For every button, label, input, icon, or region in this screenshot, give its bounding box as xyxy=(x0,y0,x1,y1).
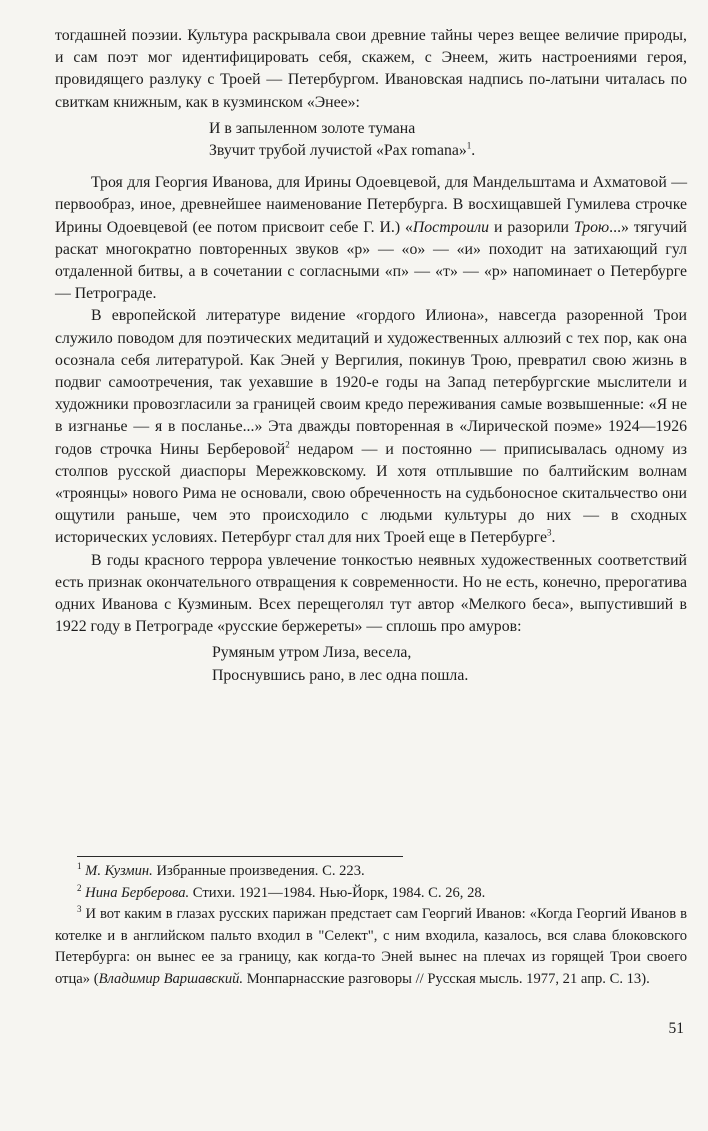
verse-quote-1 xyxy=(55,118,687,162)
page-number: 51 xyxy=(668,1020,684,1037)
main-text xyxy=(55,25,687,697)
verse-quote-2 xyxy=(55,642,687,686)
footnote-1: $^1$ М. Кузмин. Избранные произведения. С. 223. xyxy=(77,861,365,879)
footnote-ref: 1 xyxy=(466,140,472,151)
paragraph-2: Троя для Георгия Иванова, для Ирины Одоевцевой, для Мандельштама и Ахматовой — первообраз, иное, древнейшее наименование Петербурга. В восхищавшей Гумилева строчке Ирины Одоевцевой (ее потом присвоит себе Г. И.) «Построили и разорили Трою...» тягучий раскат многократно повторенных звуков «р» — «о» — «и» походит на затихающий гул отдаленной битвы, а в сочетании с согласными «п» — «т» — «р» напоминает о Петербурге — Петрограде. xyxy=(55,174,687,303)
footnote-3: $^3$ И вот каким в глазах русских парижан предстает сам Георгий Иванов: «Когда Георгий Иванов в котелке и в английском пальто входил в "Селект", с ним входила, казалось, вся слава блоковского Петербурга: он вынес ее за границу, как когда-то Эней вынес на плечах из горящей Трои своего отца» (Владимир Варшавский. Монпарнасские разговоры // Русская мысль. 1977, 21 апр. С. 13). xyxy=(55,904,687,987)
paragraph-4: В годы красного террора увлечение тонкостью неявных художественных соответствий есть признак окончательного отвращения к современности. Но не есть, конечно, прерогатива одних Иванова с Кузминым. Всех перещеголял тут автор «Мелкого беса», выпустивший в 1922 году в Петрограде «русские бержереты» — сплошь про амуров: xyxy=(55,551,687,636)
verse-line: Звучит трубой лучистой «Pax romana»$^1$. xyxy=(209,140,476,160)
verse-line: И в запыленном золоте тумана xyxy=(209,119,416,137)
footnote-ref: 3 xyxy=(547,528,552,539)
footnote-ref: 2 xyxy=(285,439,290,450)
footnote-2: $^2$ Нина Берберова. Стихи. 1921—1984. Нью-Йорк, 1984. С. 26, 28. xyxy=(77,882,486,901)
verse-line: Проснувшись рано, в лес одна пошла. xyxy=(212,666,469,684)
footnotes xyxy=(55,856,687,991)
footnote-divider xyxy=(77,856,403,857)
paragraph-1: тогдашней поэзии. Культура раскрывала свои древние тайны через вещее величие природы, и сам поэт мог идентифицировать себя, скажем, с Энеем, жить настроениями героя, провидящего разлуку с Троей — Петербургом. Ивановская надпись по-латыни читалась по свиткам книжным, как в кузминском «Энее»: xyxy=(55,27,687,111)
paragraph-3: В европейской литературе видение «гордого Илиона», навсегда разоренной Трои служило поводом для поэтических медитаций и художественных аллюзий с тех пор, как она осознала себя литературой. Как Эней у Вергилия, покинув Трою, превратил свою жизнь в подвиг самоотречения, так уехавшие в 1920-е годы на Запад петербургские мыслители и художники провозгласили за границей своим кредо переживания самые возвышенные: «Я не в изгнанье — я в посланье...» Эта дважды повторенная в «Лирической поэме» 1924—1926 годов строчка Нины Берберовой$^2$ недаром — и постоянно — приписывалась одному из столпов русской диаспоры Мережковскому. И хотя отплывшие по балтийским волнам «троянцы» нового Рима не основали, свою обреченность на судьбоносное скитальчество они ощутили раньше, чем это происходило с людьми культуры до них — в сходных исторических условиях. Петербург стал для них Троей еще в Петербурге$^3$. xyxy=(55,307,687,547)
verse-line: Румяным утром Лиза, весела, xyxy=(212,644,412,662)
